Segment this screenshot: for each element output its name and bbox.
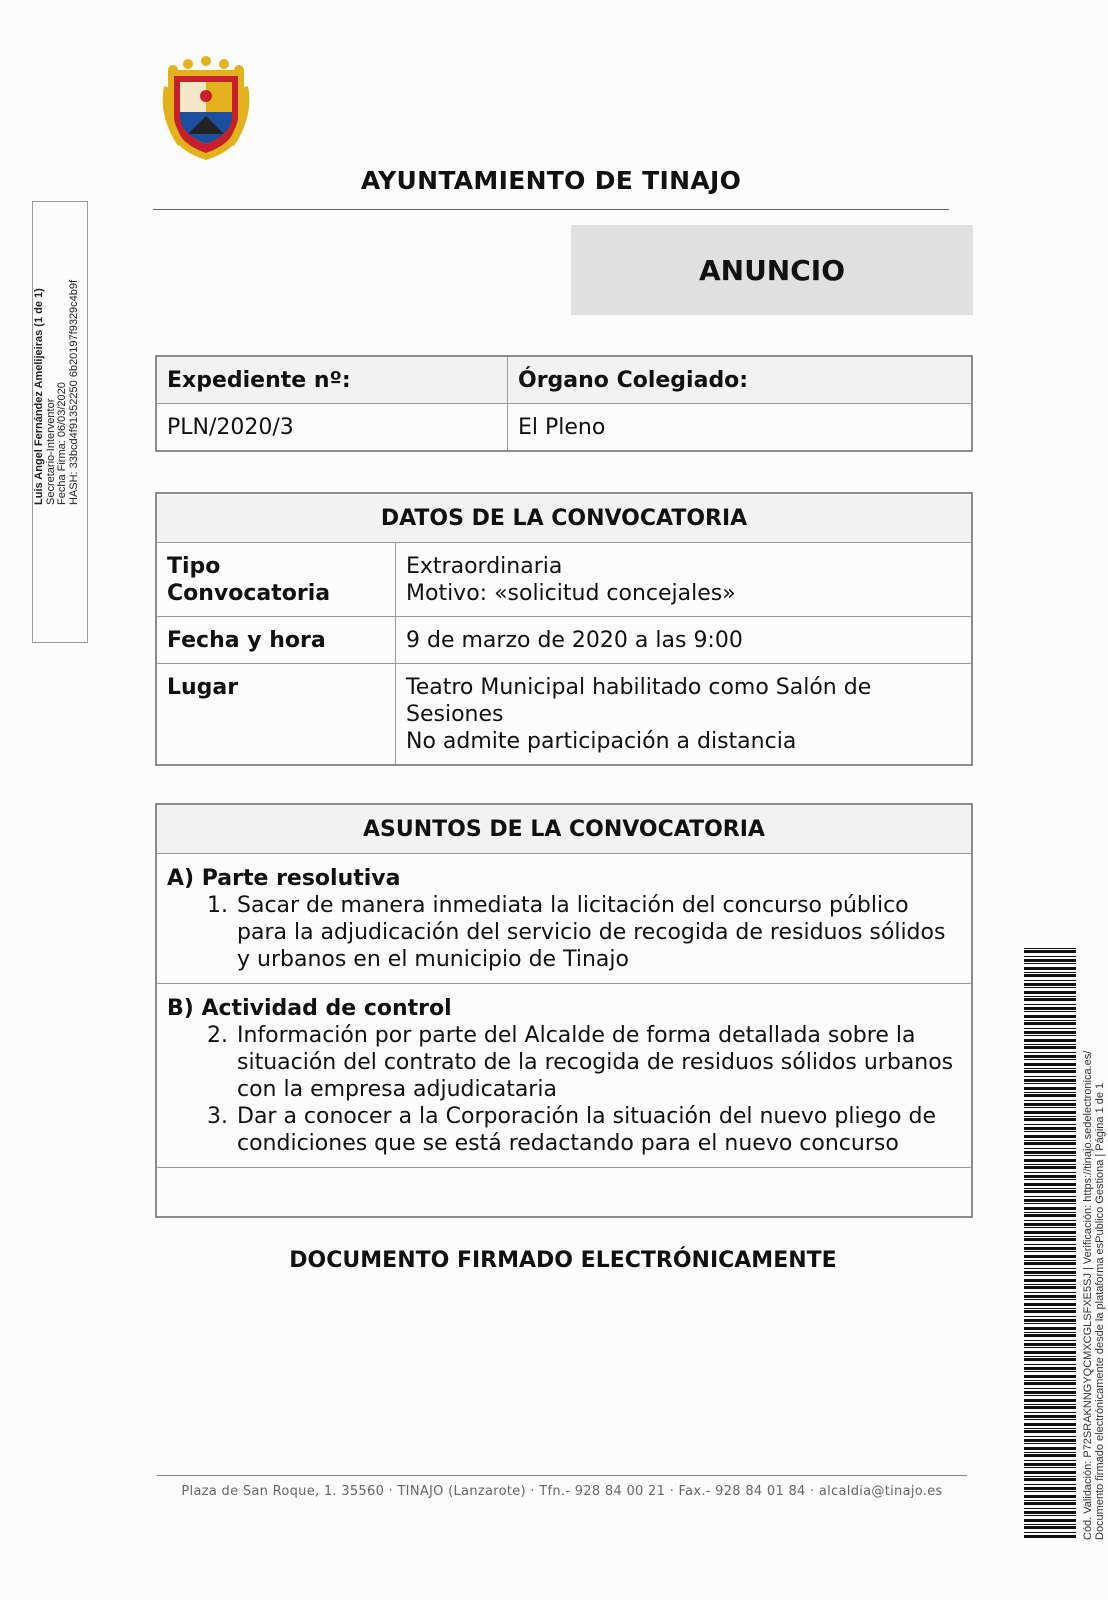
table-row: [156, 543, 972, 617]
table-row: [156, 664, 972, 766]
asuntos-title: ASUNTOS DE LA CONVOCATORIA: [156, 804, 972, 854]
footer-address: Plaza de San Roque, 1. 35560 · TINAJO (Lanzarote) · Tfn.- 928 84 00 21 · Fax.- 928 84 01 84 · alcaldia@tinajo.es: [181, 1484, 943, 1499]
signed-electronically-notice: DOCUMENTO FIRMADO ELECTRÓNICAMENTE: [289, 1248, 837, 1273]
section-b-title: B) Actividad de control: [167, 996, 452, 1021]
validation-platform: Documento firmado electrónicamente desde la plataforma esPublico Gestiona | Página 1 de 1: [1094, 1082, 1106, 1540]
datos-title: DATOS DE LA CONVOCATORIA: [156, 493, 972, 543]
table-row: [156, 854, 972, 984]
section-a-title: A) Parte resolutiva: [167, 866, 401, 891]
organo-value: El Pleno: [508, 404, 973, 452]
title-divider: [153, 209, 949, 210]
lugar-value: [396, 664, 973, 766]
fecha-value: 9 de marzo de 2020 a las 9:00: [396, 617, 973, 664]
validation-barcode: [1024, 948, 1076, 1538]
tipo-value-line2: Motivo: «solicitud concejales»: [406, 581, 736, 606]
footer-divider: [157, 1475, 967, 1476]
expediente-value: PLN/2020/3: [156, 404, 508, 452]
organo-label: Órgano Colegiado:: [508, 356, 973, 404]
document-type-banner: [571, 225, 973, 315]
signature-hash: HASH: 33bcd4f91352250 6b20197f9329c4b9f: [67, 279, 80, 505]
expediente-table: [155, 355, 973, 452]
lugar-value-line2: No admite participación a distancia: [406, 729, 797, 754]
agenda-item-1: 1. Sacar de manera inmediata la licitación del concurso público para la adjudicación del servicio de recogida de residuos sólidos y urbanos en el municipio de Tinajo: [235, 892, 961, 973]
agenda-item-2: 2. Información por parte del Alcalde de forma detallada sobre la situación del contrato de la recogida de residuos sólidos urbanos con la empresa adjudicataria: [235, 1022, 961, 1103]
tipo-label: [156, 543, 396, 617]
coat-of-arms-logo: [158, 56, 254, 162]
table-row: [156, 617, 972, 664]
signer-role: Secretario-Interventor: [44, 398, 57, 505]
table-row: [156, 1168, 972, 1218]
agenda-item-3: 3. Dar a conocer a la Corporación la situación del nuevo pliego de condiciones que se está redactando para el nuevo concurso: [235, 1103, 961, 1157]
lugar-value-line1: Teatro Municipal habilitado como Salón de Sesiones: [406, 675, 872, 727]
organization-title: AYUNTAMIENTO DE TINAJO: [360, 166, 742, 195]
datos-convocatoria-table: [155, 492, 973, 766]
table-row: [156, 984, 972, 1168]
lugar-label: Lugar: [156, 664, 396, 766]
fecha-label: Fecha y hora: [156, 617, 396, 664]
signer-name: Luis Angel Fernández Amelijeiras (1 de 1): [33, 288, 45, 505]
document-type-label: ANUNCIO: [698, 253, 846, 287]
tipo-label-line2: Convocatoria: [167, 581, 331, 606]
tipo-value-line1: Extraordinaria: [406, 554, 563, 579]
tipo-label-line1: Tipo: [167, 554, 221, 579]
asuntos-convocatoria-table: [155, 803, 973, 1218]
expediente-label: Expediente nº:: [156, 356, 508, 404]
validation-code: Cód. Validación: P72SRAKNNGYQCMXCGLSFXE5SJ | Verificación: https://tinajo.sedelectronica.es/: [1082, 1050, 1094, 1540]
signature-details: [34, 65, 86, 505]
validation-info: [1082, 980, 1106, 1540]
tipo-value: [396, 543, 973, 617]
signature-date: Fecha Firma: 06/03/2020: [56, 382, 68, 505]
